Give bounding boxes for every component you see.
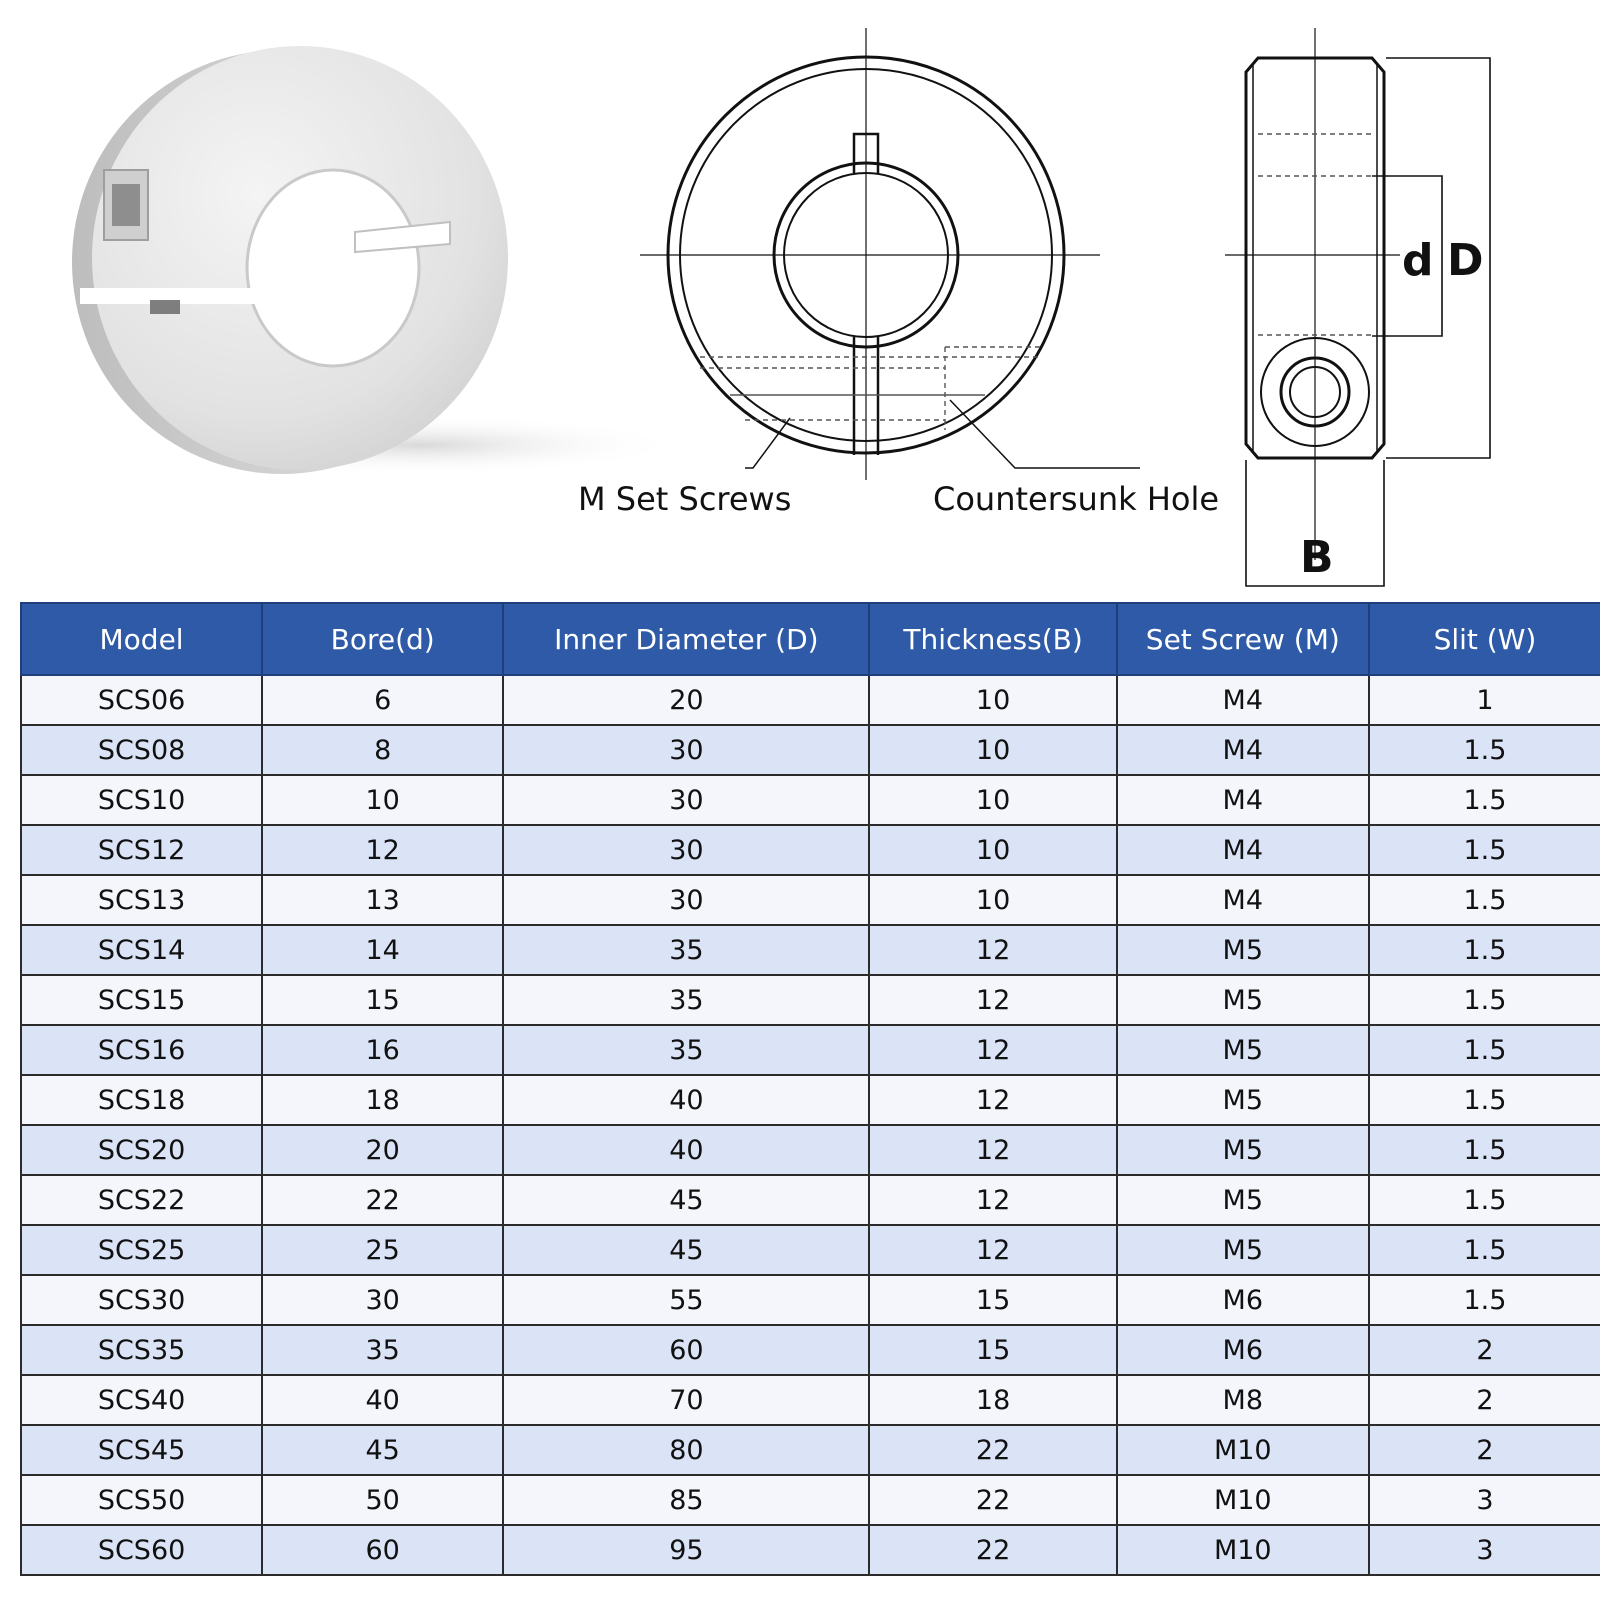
table-cell: 10 [869,675,1116,725]
table-cell: 70 [503,1375,869,1425]
table-cell: 1.5 [1369,1075,1600,1125]
table-cell: SCS40 [21,1375,262,1425]
table-header-row [21,603,1600,675]
table-cell: 3 [1369,1525,1600,1575]
table-row [21,675,1600,725]
table-cell: SCS22 [21,1175,262,1225]
table-cell: 14 [262,925,503,975]
table-cell: 15 [869,1275,1116,1325]
table-cell: 13 [262,875,503,925]
table-cell: 1.5 [1369,1225,1600,1275]
table-cell: M5 [1117,1075,1369,1125]
table-cell: 1.5 [1369,875,1600,925]
table-row [21,1175,1600,1225]
table-row [21,1375,1600,1425]
table-cell: M4 [1117,725,1369,775]
table-cell: M4 [1117,875,1369,925]
table-cell: 8 [262,725,503,775]
column-header: Bore(d) [262,603,503,675]
table-cell: M5 [1117,1125,1369,1175]
table-cell: 3 [1369,1475,1600,1525]
table-cell: SCS30 [21,1275,262,1325]
table-cell: 35 [503,975,869,1025]
table-cell: SCS50 [21,1475,262,1525]
table-cell: 1.5 [1369,925,1600,975]
thickness-dimension-label: B [1300,532,1334,583]
table-row [21,775,1600,825]
table-row [21,1075,1600,1125]
table-row [21,1025,1600,1075]
table-cell: 10 [869,725,1116,775]
table-cell: 30 [262,1275,503,1325]
table-cell: 12 [869,975,1116,1025]
table-row [21,975,1600,1025]
table-cell: 22 [869,1425,1116,1475]
table-cell: 2 [1369,1375,1600,1425]
table-cell: SCS12 [21,825,262,875]
table-row [21,875,1600,925]
table-cell: 12 [869,1175,1116,1225]
spec-table [20,602,1600,1576]
table-cell: 15 [869,1325,1116,1375]
countersunk-hole-label: Countersunk Hole [933,480,1220,518]
table-cell: M6 [1117,1275,1369,1325]
set-screws-label: M Set Screws [578,480,792,518]
table-cell: 10 [869,875,1116,925]
table-cell: M5 [1117,1025,1369,1075]
table-cell: 50 [262,1475,503,1525]
table-row [21,1275,1600,1325]
table-cell: 22 [262,1175,503,1225]
table-cell: 12 [869,1225,1116,1275]
table-cell: 30 [503,875,869,925]
column-header: Slit (W) [1369,603,1600,675]
table-cell: 22 [869,1475,1116,1525]
table-cell: M6 [1117,1325,1369,1375]
table-cell: 30 [503,725,869,775]
table-cell: 10 [869,775,1116,825]
table-cell: 12 [869,1125,1116,1175]
table-cell: 30 [503,775,869,825]
table-cell: M4 [1117,675,1369,725]
table-cell: 95 [503,1525,869,1575]
table-cell: 12 [869,1025,1116,1075]
table-cell: 45 [503,1225,869,1275]
table-cell: 20 [262,1125,503,1175]
table-cell: 2 [1369,1325,1600,1375]
column-header: Set Screw (M) [1117,603,1369,675]
table-cell: SCS20 [21,1125,262,1175]
table-cell: SCS45 [21,1425,262,1475]
table-cell: SCS10 [21,775,262,825]
bore-dimension-label: d [1402,235,1434,286]
column-header: Model [21,603,262,675]
table-cell: 16 [262,1025,503,1075]
table-cell: SCS14 [21,925,262,975]
table-cell: M5 [1117,975,1369,1025]
table-cell: SCS25 [21,1225,262,1275]
table-cell: M10 [1117,1475,1369,1525]
table-cell: SCS35 [21,1325,262,1375]
table-cell: 1.5 [1369,975,1600,1025]
table-row [21,1125,1600,1175]
shaft-collar-photo [72,46,680,475]
table-cell: 60 [262,1525,503,1575]
table-cell: 12 [869,925,1116,975]
table-cell: 10 [869,825,1116,875]
table-cell: M8 [1117,1375,1369,1425]
table-cell: M4 [1117,775,1369,825]
table-cell: SCS15 [21,975,262,1025]
table-cell: SCS08 [21,725,262,775]
diameter-dimension-label: D [1447,235,1484,286]
table-cell: 6 [262,675,503,725]
table-cell: SCS18 [21,1075,262,1125]
table-cell: 20 [503,675,869,725]
column-header: Inner Diameter (D) [503,603,869,675]
table-cell: 35 [503,925,869,975]
table-cell: 12 [262,825,503,875]
table-cell: SCS13 [21,875,262,925]
side-view-drawing [1225,28,1490,586]
table-cell: 18 [869,1375,1116,1425]
table-cell: 45 [503,1175,869,1225]
table-cell: 1.5 [1369,1275,1600,1325]
table-cell: M5 [1117,925,1369,975]
table-cell: M5 [1117,1225,1369,1275]
table-cell: 1.5 [1369,825,1600,875]
table-cell: 60 [503,1325,869,1375]
table-cell: 45 [262,1425,503,1475]
table-cell: 18 [262,1075,503,1125]
table-cell: 12 [869,1075,1116,1125]
table-row [21,1325,1600,1375]
table-cell: 80 [503,1425,869,1475]
table-cell: 1.5 [1369,1175,1600,1225]
table-cell: M10 [1117,1525,1369,1575]
table-cell: 35 [262,1325,503,1375]
table-cell: M5 [1117,1175,1369,1225]
table-cell: 22 [869,1525,1116,1575]
front-view-drawing [640,28,1140,480]
table-cell: 40 [262,1375,503,1425]
table-cell: 40 [503,1125,869,1175]
table-cell: SCS60 [21,1525,262,1575]
table-cell: M10 [1117,1425,1369,1475]
table-cell: SCS06 [21,675,262,725]
table-row [21,1425,1600,1475]
table-cell: 1 [1369,675,1600,725]
table-cell: 40 [503,1075,869,1125]
table-cell: SCS16 [21,1025,262,1075]
table-cell: 1.5 [1369,1025,1600,1075]
table-row [21,1475,1600,1525]
table-row [21,1525,1600,1575]
table-cell: 85 [503,1475,869,1525]
table-cell: 2 [1369,1425,1600,1475]
table-row [21,1225,1600,1275]
table-cell: M4 [1117,825,1369,875]
table-cell: 1.5 [1369,1125,1600,1175]
table-cell: 1.5 [1369,775,1600,825]
table-cell: 30 [503,825,869,875]
table-row [21,725,1600,775]
diagram-area [0,0,1600,600]
column-header: Thickness(B) [869,603,1116,675]
table-cell: 55 [503,1275,869,1325]
table-row [21,925,1600,975]
table-row [21,825,1600,875]
table-cell: 10 [262,775,503,825]
table-cell: 25 [262,1225,503,1275]
table-cell: 35 [503,1025,869,1075]
table-cell: 1.5 [1369,725,1600,775]
table-cell: 15 [262,975,503,1025]
